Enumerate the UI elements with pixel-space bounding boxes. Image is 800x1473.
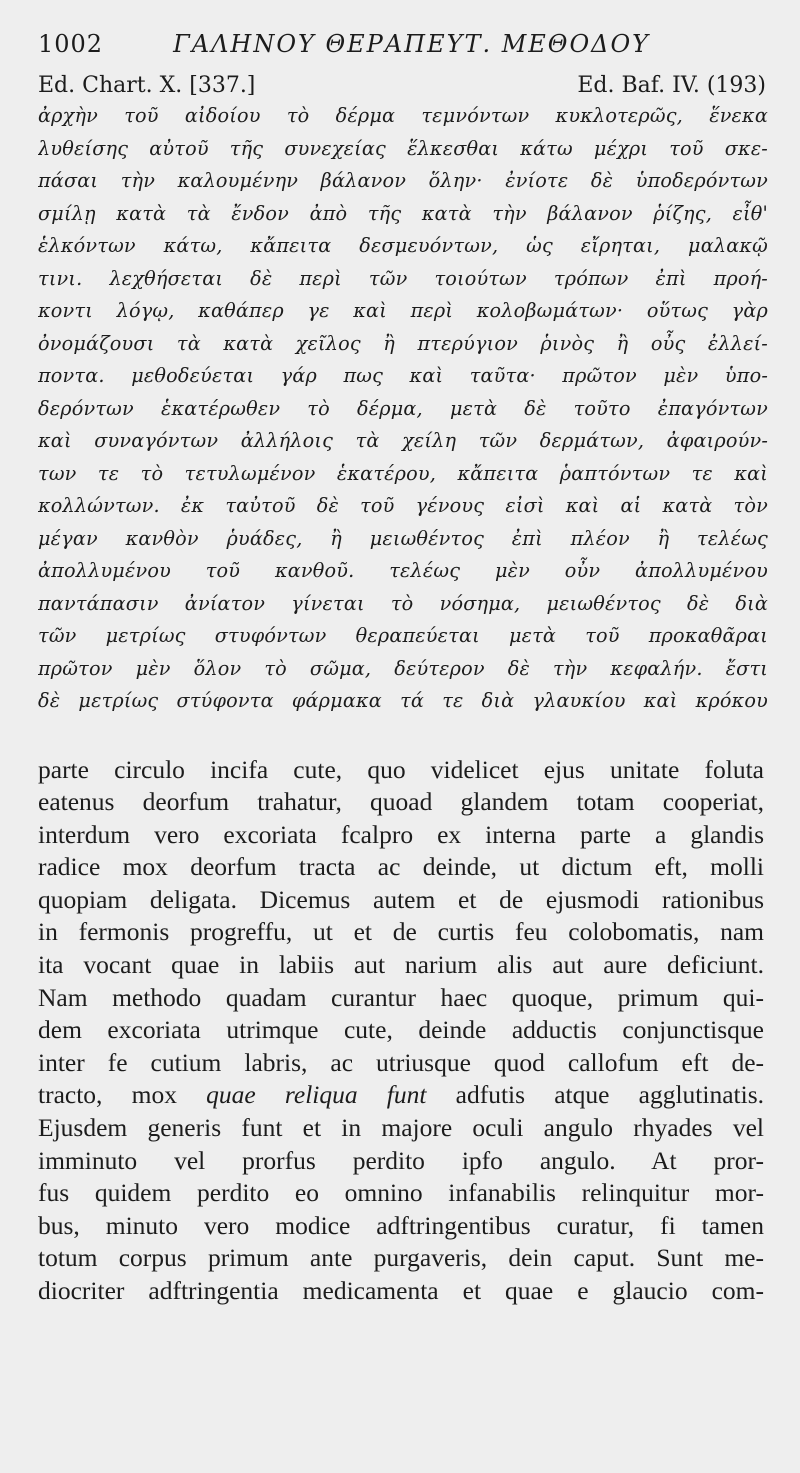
latin-text-line — [38, 819, 768, 852]
greek-text-line: δὲ μετρίως στύφοντα φάρμακα τά τε διὰ γλαυκίου καὶ κρόκου — [38, 689, 768, 712]
latin-text-line — [38, 1112, 768, 1145]
greek-text-line: πρῶτον μὲν ὅλον τὸ σῶμα, δεύτερον δὲ τὴν κεφαλήν. ἔστι — [38, 656, 768, 680]
latin-text-line — [38, 851, 768, 884]
page-header — [38, 30, 768, 72]
greek-text-line: καὶ συναγόντων ἀλλήλοις τὰ χείλη τῶν δερμάτων, ἀφαιρούν- — [38, 429, 768, 452]
latin-text-segment: interdum vero excoriata fcalpro ex interna parte a glandis — [38, 819, 764, 849]
latin-text-segment: quopiam deligata. Dicemus autem et de ejusmodi rationibus — [38, 884, 764, 914]
latin-text-line — [38, 1079, 768, 1112]
latin-text-line — [38, 884, 768, 917]
latin-text-line — [38, 786, 768, 819]
greek-text-line: ποντα. μεθοδεύεται γάρ πως καὶ ταῦτα· πρῶτον μὲν ὑπο- — [38, 364, 768, 387]
latin-text-line — [38, 1242, 768, 1275]
latin-text-line — [38, 1047, 768, 1080]
latin-text-segment: tracto, mox — [38, 1080, 207, 1110]
greek-text-line: ὀνομάζουσι τὰ κατὰ χεῖλος ἢ πτερύγιον ῥινὸς ἢ οὖς ἐλλεί- — [38, 331, 768, 355]
latin-translation-block — [38, 754, 768, 1308]
edition-references — [38, 72, 768, 100]
latin-text-line — [38, 916, 768, 949]
latin-text-segment: parte circulo incifa cute, quo videlicet ejus unitate foluta — [38, 754, 764, 784]
latin-text-segment: eatenus deorfum trahatur, quoad glandem totam cooperiat, — [38, 787, 764, 817]
page-number: 1002 — [38, 30, 104, 58]
latin-text-segment: imminuto vel prorfus perdito ipfo angulo. At pror- — [38, 1145, 764, 1175]
greek-text-line: τινι. λεχθήσεται δὲ περὶ τῶν τοιούτων τρόπων ἐπὶ προή- — [38, 266, 768, 290]
greek-text-line: των τε τὸ τετυλωμένον ἑκατέρου, κἄπειτα ῥαπτόντων τε καὶ — [38, 461, 768, 485]
latin-text-line — [38, 1145, 768, 1178]
latin-text-segment: fus quidem perdito eo omnino infanabilis relinquitur mor- — [38, 1178, 764, 1208]
latin-text-segment: Ejusdem generis funt et in majore oculi angulo rhyades vel — [38, 1113, 764, 1143]
latin-text-segment: ita vocant quae in labiis aut narium alis aut aure deficiunt. — [38, 950, 764, 980]
latin-text-line — [38, 982, 768, 1015]
latin-text-line — [38, 1210, 768, 1243]
greek-text-line: ἑλκόντων κάτω, κἄπειτα δεσμευόντων, ὡς εἴρηται, μαλακῷ — [38, 234, 768, 257]
latin-text-segment: adfutis atque agglutinatis. — [426, 1080, 765, 1110]
edition-basel-reference: Ed. Baf. IV. (193) — [577, 73, 766, 98]
latin-text-segment: totum corpus primum ante purgaveris, dein caput. Sunt me- — [38, 1243, 764, 1273]
latin-text-line — [38, 949, 768, 982]
running-title: ΓΑΛΗΝΟΥ ΘΕΡΑΠΕΥΤ. ΜΕΘΟΔΟΥ — [173, 30, 651, 58]
greek-text-line: ἀπολλυμένου τοῦ κανθοῦ. τελέως μὲν οὖν ἀπολλυμένου — [38, 559, 768, 582]
greek-text-block — [38, 100, 768, 718]
latin-text-line — [38, 754, 768, 787]
greek-text-line: ἀρχὴν τοῦ αἰδοίου τὸ δέρμα τεμνόντων κυκλοτερῶς, ἕνεκα — [38, 104, 768, 127]
latin-text-segment: inter fe cutium labris, ac utriusque quod callofum eft de- — [38, 1047, 764, 1077]
greek-text-line: δερόντων ἑκατέρωθεν τὸ δέρμα, μετὰ δὲ τοῦτο ἐπαγόντων — [38, 396, 768, 420]
latin-italic-segment: quae reliqua funt — [206, 1080, 427, 1110]
latin-text-segment: radice mox deorfum tracta ac deinde, ut dictum eft, molli — [38, 852, 764, 882]
edition-chart-reference: Ed. Chart. X. [337.] — [38, 73, 256, 98]
greek-text-line: τῶν μετρίως στυφόντων θεραπεύεται μετὰ τοῦ προκαθᾶραι — [38, 624, 768, 647]
latin-text-segment: Nam methodo quadam curantur haec quoque, primum qui- — [38, 982, 764, 1012]
latin-text-line — [38, 1177, 768, 1210]
greek-text-line: παντάπασιν ἀνίατον γίνεται τὸ νόσημα, μειωθέντος δὲ διὰ — [38, 591, 768, 615]
latin-text-line — [38, 1014, 768, 1047]
greek-text-line: πάσαι τὴν καλουμένην βάλανον ὅλην· ἐνίοτε δὲ ὑποδερόντων — [38, 169, 768, 192]
greek-text-line: μέγαν κανθὸν ῥυάδες, ἢ μειωθέντος ἐπὶ πλέον ἢ τελέως — [38, 526, 768, 550]
latin-text-segment: dem excoriata utrimque cute, deinde adductis conjunctisque — [38, 1015, 764, 1045]
latin-text-segment: diocriter adftringentia medicamenta et quae e glaucio com- — [38, 1276, 764, 1305]
latin-text-segment: in fermonis progreffu, ut et de curtis feu colobomatis, nam — [38, 917, 764, 947]
latin-text-line — [38, 1275, 768, 1308]
greek-text-line: σμίλῃ κατὰ τὰ ἔνδον ἀπὸ τῆς κατὰ τὴν βάλανον ῥίζης, εἶθ' — [38, 201, 768, 225]
greek-text-line: κοντι λόγῳ, καθάπερ γε καὶ περὶ κολοβωμάτων· οὕτως γὰρ — [38, 299, 768, 322]
greek-text-line: κολλώντων. ἐκ ταὐτοῦ δὲ τοῦ γένους εἰσὶ καὶ αἱ κατὰ τὸν — [38, 494, 768, 517]
greek-text-line: λυθείσης αὐτοῦ τῆς συνεχείας ἕλκεσθαι κάτω μέχρι τοῦ σκε- — [38, 136, 768, 160]
latin-text-segment: bus, minuto vero modice adftringentibus curatur, fi tamen — [38, 1210, 764, 1240]
